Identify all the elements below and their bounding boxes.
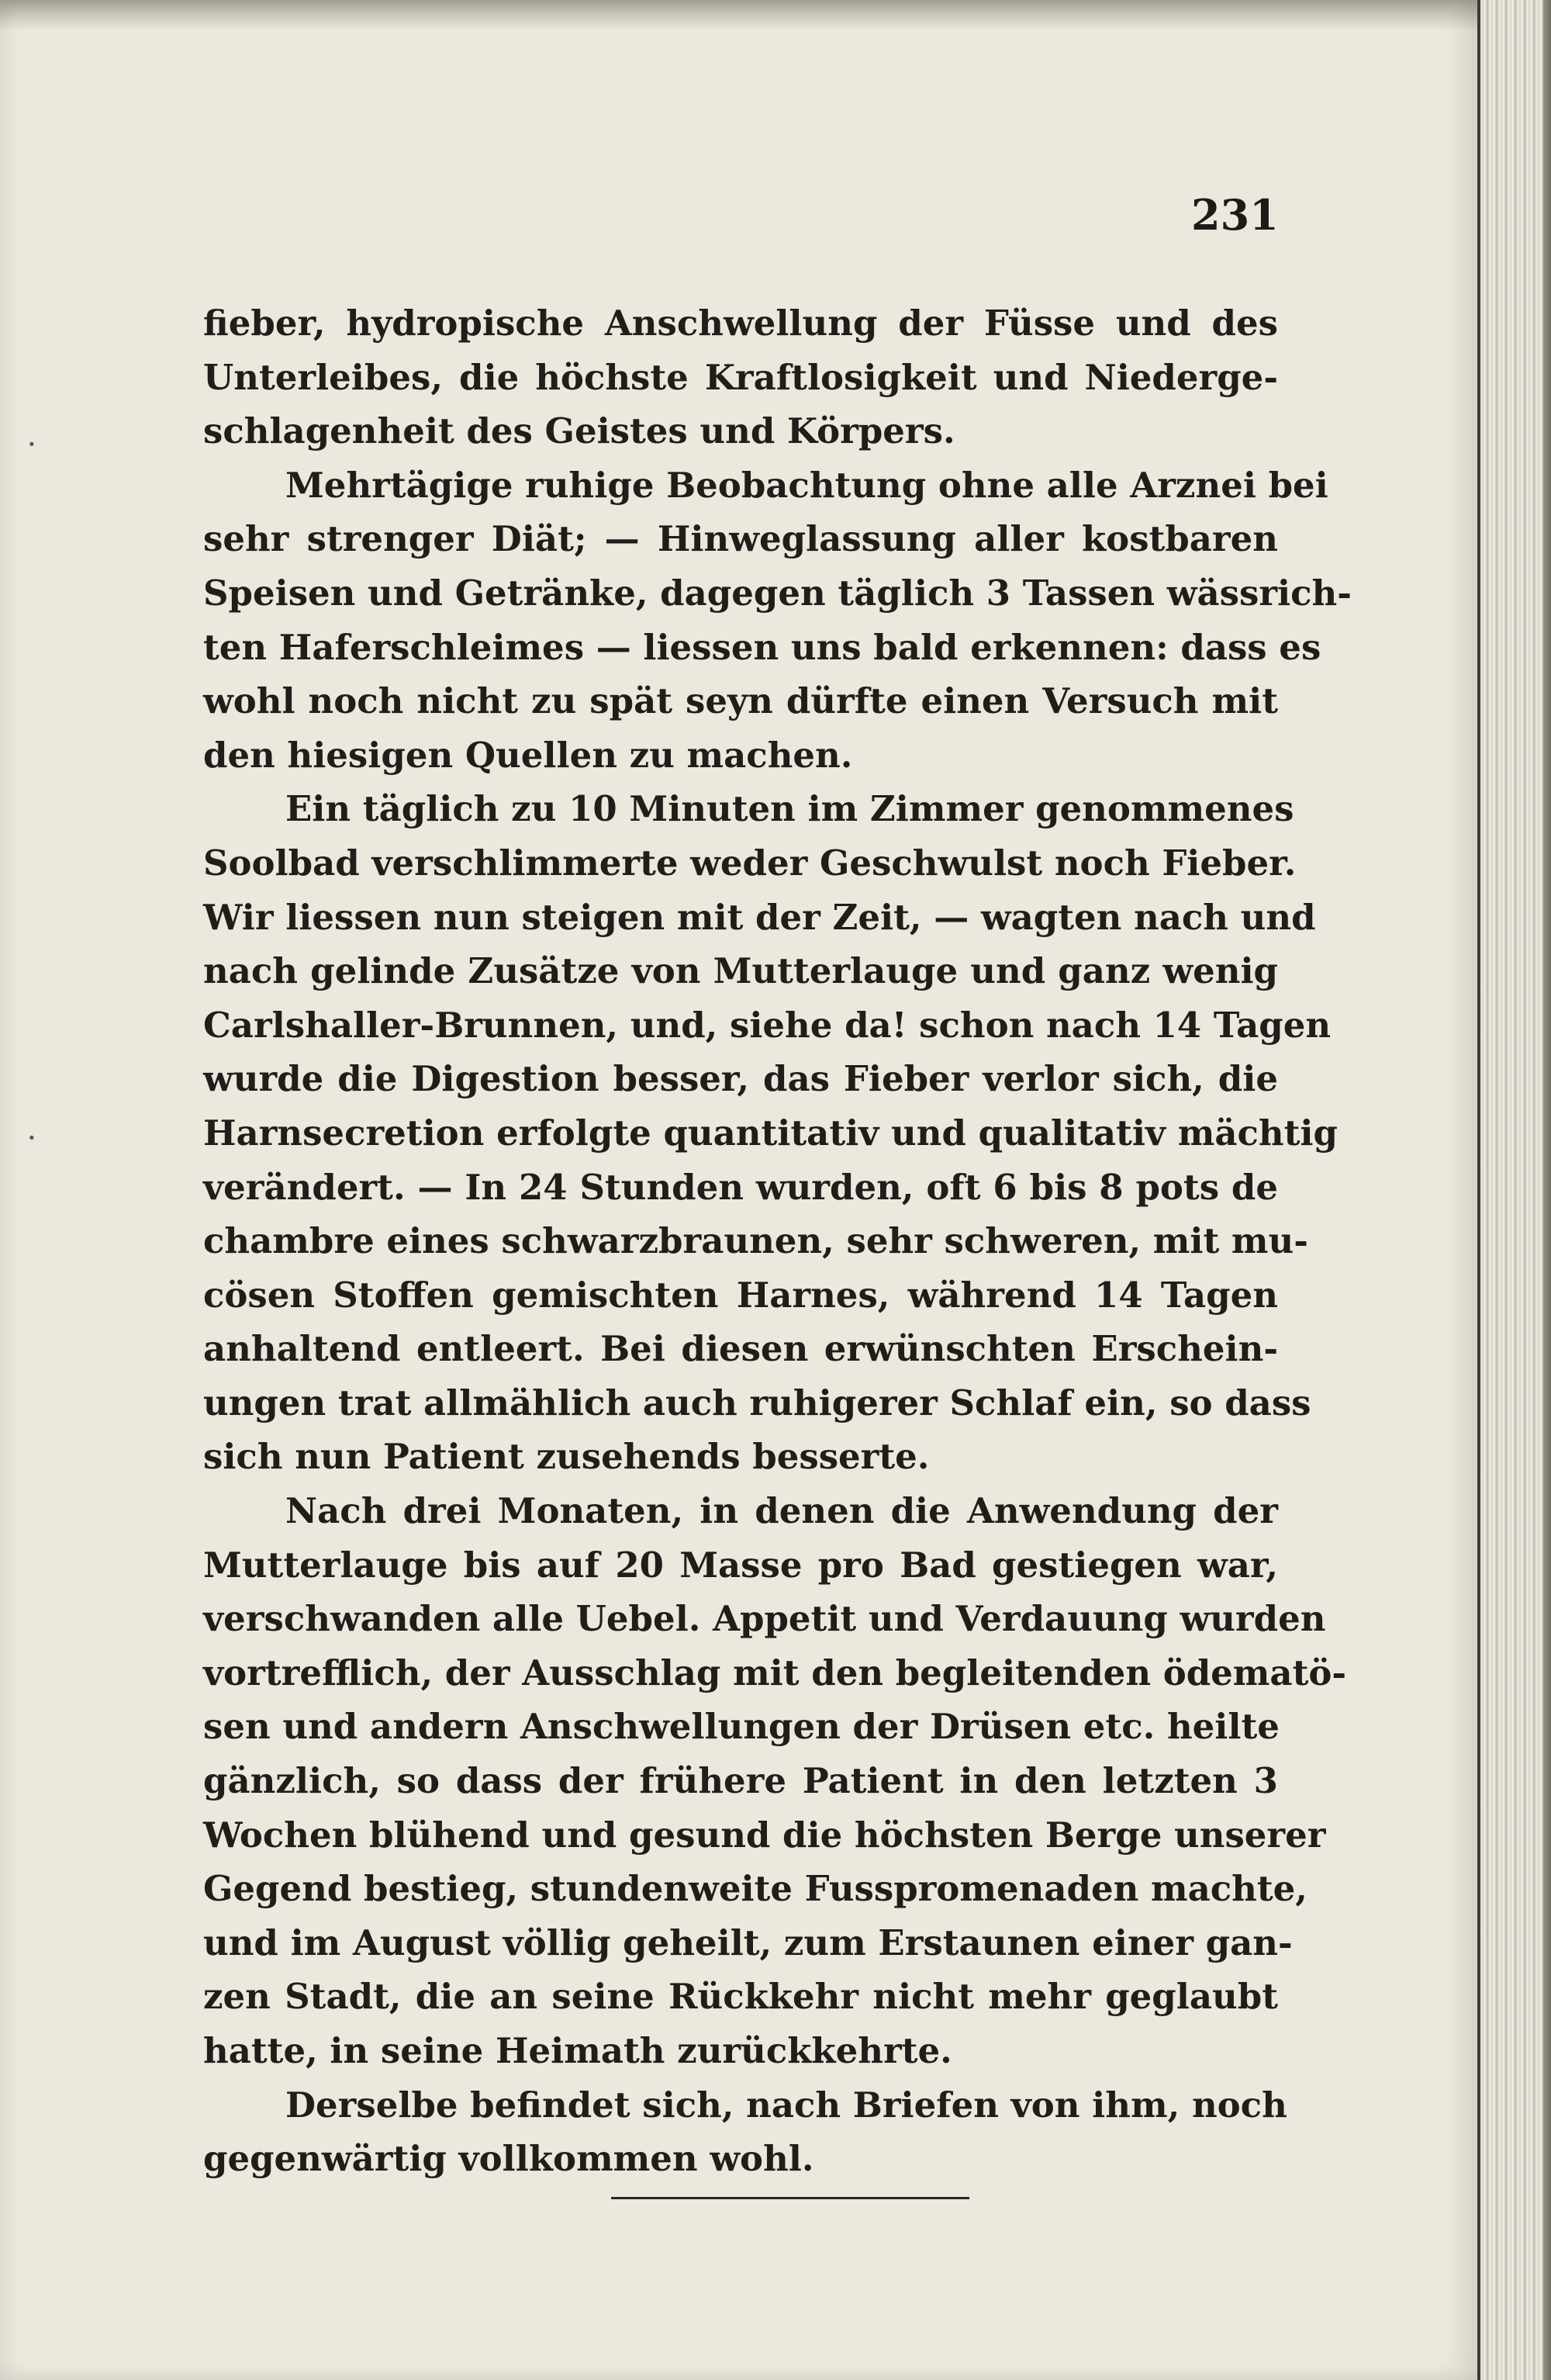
margin-mark: · — [28, 1125, 36, 1150]
text-line: cösen Stoffen gemischten Harnes, während 14 Tagen — [203, 1274, 1278, 1316]
text-line: Harnsecretion erfolgte quantitativ und qualitativ mächtig — [203, 1112, 1338, 1154]
text-line: gegenwärtig vollkommen wohl. — [203, 2138, 814, 2180]
text-line: gänzlich, so dass der frühere Patient in den letzten 3 — [203, 1760, 1278, 1802]
text-line: sen und andern Anschwellungen der Drüsen etc. heilte — [203, 1706, 1280, 1748]
text-line: Speisen und Getränke, dagegen täglich 3 Tassen wässrich- — [203, 572, 1352, 614]
text-line: verschwanden alle Uebel. Appetit und Verdauung wurden — [203, 1598, 1326, 1640]
margin-mark: · — [28, 431, 36, 457]
body-text — [203, 296, 1352, 2186]
text-line: wohl noch nicht zu spät seyn dürfte einen Versuch mit — [203, 680, 1278, 722]
text-line: Derselbe befindet sich, nach Briefen von ihm, noch — [285, 2084, 1287, 2126]
text-line: anhaltend entleert. Bei diesen erwünschten Erschein- — [203, 1328, 1278, 1370]
text-line: hatte, in seine Heimath zurückkehrte. — [203, 2030, 952, 2071]
text-line: Wir liessen nun steigen mit der Zeit, — wagten nach und — [203, 896, 1316, 938]
text-line: ungen trat allmählich auch ruhigerer Schlaf ein, so dass — [203, 1382, 1311, 1424]
text-line: Soolbad verschlimmerte weder Geschwulst noch Fieber. — [203, 842, 1297, 884]
book-fore-edge — [1477, 0, 1551, 2380]
text-line: chambre eines schwarzbraunen, sehr schweren, mit mu- — [203, 1220, 1308, 1262]
text-line: Nach drei Monaten, in denen die Anwendung der — [285, 1490, 1278, 1532]
text-line: Gegend bestieg, stundenweite Fusspromenaden machte, — [203, 1868, 1307, 1910]
text-line: Wochen blühend und gesund die höchsten Berge unserer — [203, 1814, 1326, 1856]
text-line: Unterleibes, die höchste Kraftlosigkeit und Niederge- — [203, 356, 1278, 398]
text-line: Carlshaller-Brunnen, und, siehe da! schon nach 14 Tagen — [203, 1004, 1332, 1046]
page-top-shadow — [0, 0, 1477, 31]
text-line: schlagenheit des Geistes und Körpers. — [203, 410, 955, 452]
text-line: verändert. — In 24 Stunden wurden, oft 6 bis 8 pots de — [203, 1166, 1278, 1208]
text-line: und im August völlig geheilt, zum Erstaunen einer gan- — [203, 1922, 1293, 1963]
text-line: wurde die Digestion besser, das Fieber verlor sich, die — [203, 1058, 1278, 1100]
text-line: ten Haferschleimes — liessen uns bald erkennen: dass es — [203, 626, 1321, 668]
text-line: sehr strenger Diät; — Hinweglassung aller kostbaren — [203, 518, 1278, 560]
text-line: zen Stadt, die an seine Rückkehr nicht mehr geglaubt — [203, 1976, 1278, 2018]
text-line: Mutterlauge bis auf 20 Masse pro Bad gestiegen war, — [203, 1544, 1278, 1586]
page-number: 231 — [1191, 190, 1279, 240]
text-line: nach gelinde Zusätze von Mutterlauge und ganz wenig — [203, 950, 1278, 992]
text-line: Ein täglich zu 10 Minuten im Zimmer genommenes — [285, 788, 1294, 830]
text-line: sich nun Patient zusehends besserte. — [203, 1436, 930, 1478]
text-line: Mehrtägige ruhige Beobachtung ohne alle Arznei bei — [285, 464, 1328, 506]
text-line: fieber, hydropische Anschwellung der Füsse und des — [203, 303, 1278, 344]
section-end-rule — [611, 2197, 969, 2199]
text-line: den hiesigen Quellen zu machen. — [203, 734, 853, 776]
text-line: vortrefflich, der Ausschlag mit den begleitenden ödematö- — [203, 1652, 1347, 1693]
